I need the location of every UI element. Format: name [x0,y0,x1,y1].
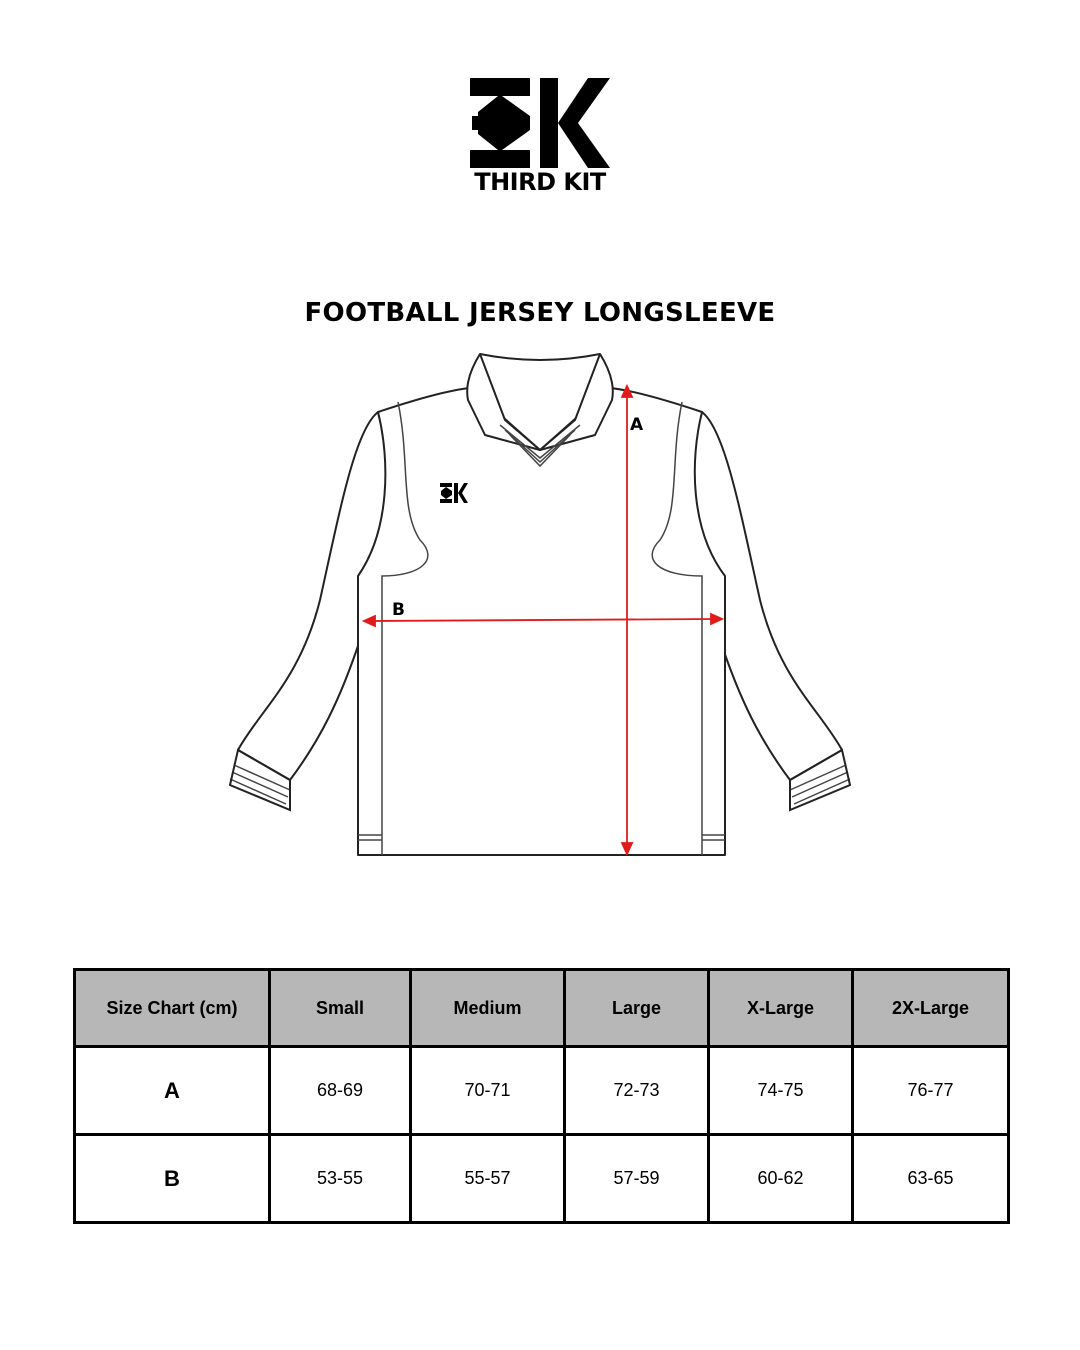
header-large: Large [565,970,709,1047]
table-cell: 70-71 [411,1047,565,1135]
table-cell: 74-75 [709,1047,853,1135]
measurement-a-label: A [630,415,644,435]
brand-logo [440,78,640,198]
brand-name: THIRD KIT [474,168,606,196]
header-small: Small [270,970,411,1047]
size-chart-table [73,968,1010,1224]
table-cell: 72-73 [565,1047,709,1135]
table-cell: 63-65 [853,1135,1009,1223]
header-medium: Medium [411,970,565,1047]
third-kit-logo-icon [470,78,610,168]
header-x-large: X-Large [709,970,853,1047]
header-size-chart: Size Chart (cm) [75,970,270,1047]
measurement-b-label: B [392,600,405,620]
table-cell: 76-77 [853,1047,1009,1135]
table-cell: 55-57 [411,1135,565,1223]
table-header-row [75,970,1009,1047]
table-cell: 68-69 [270,1047,411,1135]
table-cell: 57-59 [565,1135,709,1223]
table-cell: 53-55 [270,1135,411,1223]
jersey-diagram [0,340,1080,870]
page-title: FOOTBALL JERSEY LONGSLEEVE [304,298,776,328]
row-label-a: A [75,1047,270,1135]
row-label-b: B [75,1135,270,1223]
table-row [75,1135,1009,1223]
table-row [75,1047,1009,1135]
table-cell: 60-62 [709,1135,853,1223]
header-2x-large: 2X-Large [853,970,1009,1047]
